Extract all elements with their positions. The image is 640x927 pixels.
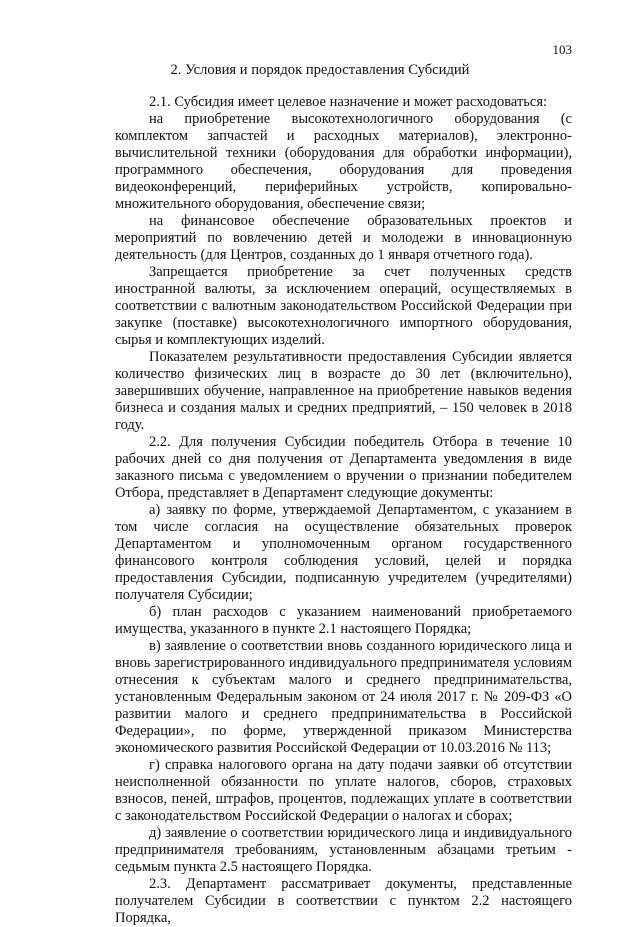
paragraph-v: в) заявление о соответствии вновь созданного юридического лица и вновь зарегистрированного индивидуального предпринимателя условиям отнесения к субъектам малого и среднего предпринимательства, установленным Федеральным законом от 24 июля 2017 г. № 209-ФЗ «О развитии малого и среднего предпринимательства в Российской Федерации», по форме, утвержденной приказом Министерства экономического развития Российской Федерации от 10.03.2016 № 113; [115,638,572,756]
section-heading: 2. Условия и порядок предоставления Субсидий [170,62,470,78]
paragraph-currency: Запрещается приобретение за счет полученных средств иностранной валюты, за исключением операций, осуществляемых в соответствии с валютным законодательством Российской Федерации при закупке (поставке) высокотехнологичного импортного оборудования, сырья и комплектующих изделий. [115,264,572,348]
paragraph-indicator: Показателем результативности предоставления Субсидии является количество физических лиц в возрасте до 30 лет (включительно), завершивших обучение, направленное на приобретение навыков ведения бизнеса и создания малых и средних предприятий, – 150 человек в 2018 году. [115,349,572,433]
page-number: 103 [552,42,572,57]
paragraph-projects: на финансовое обеспечение образовательных проектов и мероприятий по вовлечению детей и молодежи в инновационную деятельность (для Центров, созданных до 1 января отчетного года). [115,213,572,263]
paragraph-a: а) заявку по форме, утверждаемой Департаментом, с указанием в том числе согласия на осуществление обязательных проверок Департаментом и уполномоченным органом государственного финансового контроля соблюдения условий, целей и порядка предоставления Субсидии, подписанную учредителем (учредителями) получателя Субсидии; [115,502,572,603]
paragraph-2-3: 2.3. Департамент рассматривает документы, представленные получателем Субсидии в соответствии с пунктом 2.2 настоящего Порядка, [115,876,572,926]
paragraph-2-2: 2.2. Для получения Субсидии победитель Отбора в течение 10 рабочих дней со дня получения от Департамента уведомления в виде заказного письма с уведомлением о вручении о признании победителем Отбора, представляет в Департамент следующие документы: [115,434,572,501]
paragraph-b: б) план расходов с указанием наименований приобретаемого имущества, указанного в пункте 2.1 настоящего Порядка; [115,604,572,637]
paragraph-equipment: на приобретение высокотехнологичного оборудования (с комплектом запчастей и расходных материалов), электронно-вычислительной техники (оборудования для обработки информации), программного обеспечения, оборудования для проведения видеоконференций, периферийных устройств, копировально-множительного оборудования, обеспечение связи; [115,111,572,212]
paragraph-2-1: 2.1. Субсидия имеет целевое назначение и может расходоваться: [149,94,548,110]
document-body [115,94,572,927]
paragraph-g: г) справка налогового органа на дату подачи заявки об отсутствии неисполненной обязанности по уплате налогов, сборов, страховых взносов, пеней, штрафов, процентов, подлежащих уплате в соответствии с законодательством Российской Федерации о налогах и сборах; [115,757,572,824]
paragraph-d: д) заявление о соответствии юридического лица и индивидуального предпринимателя требованиям, установленным абзацами третьим - седьмым пункта 2.5 настоящего Порядка. [115,825,572,875]
